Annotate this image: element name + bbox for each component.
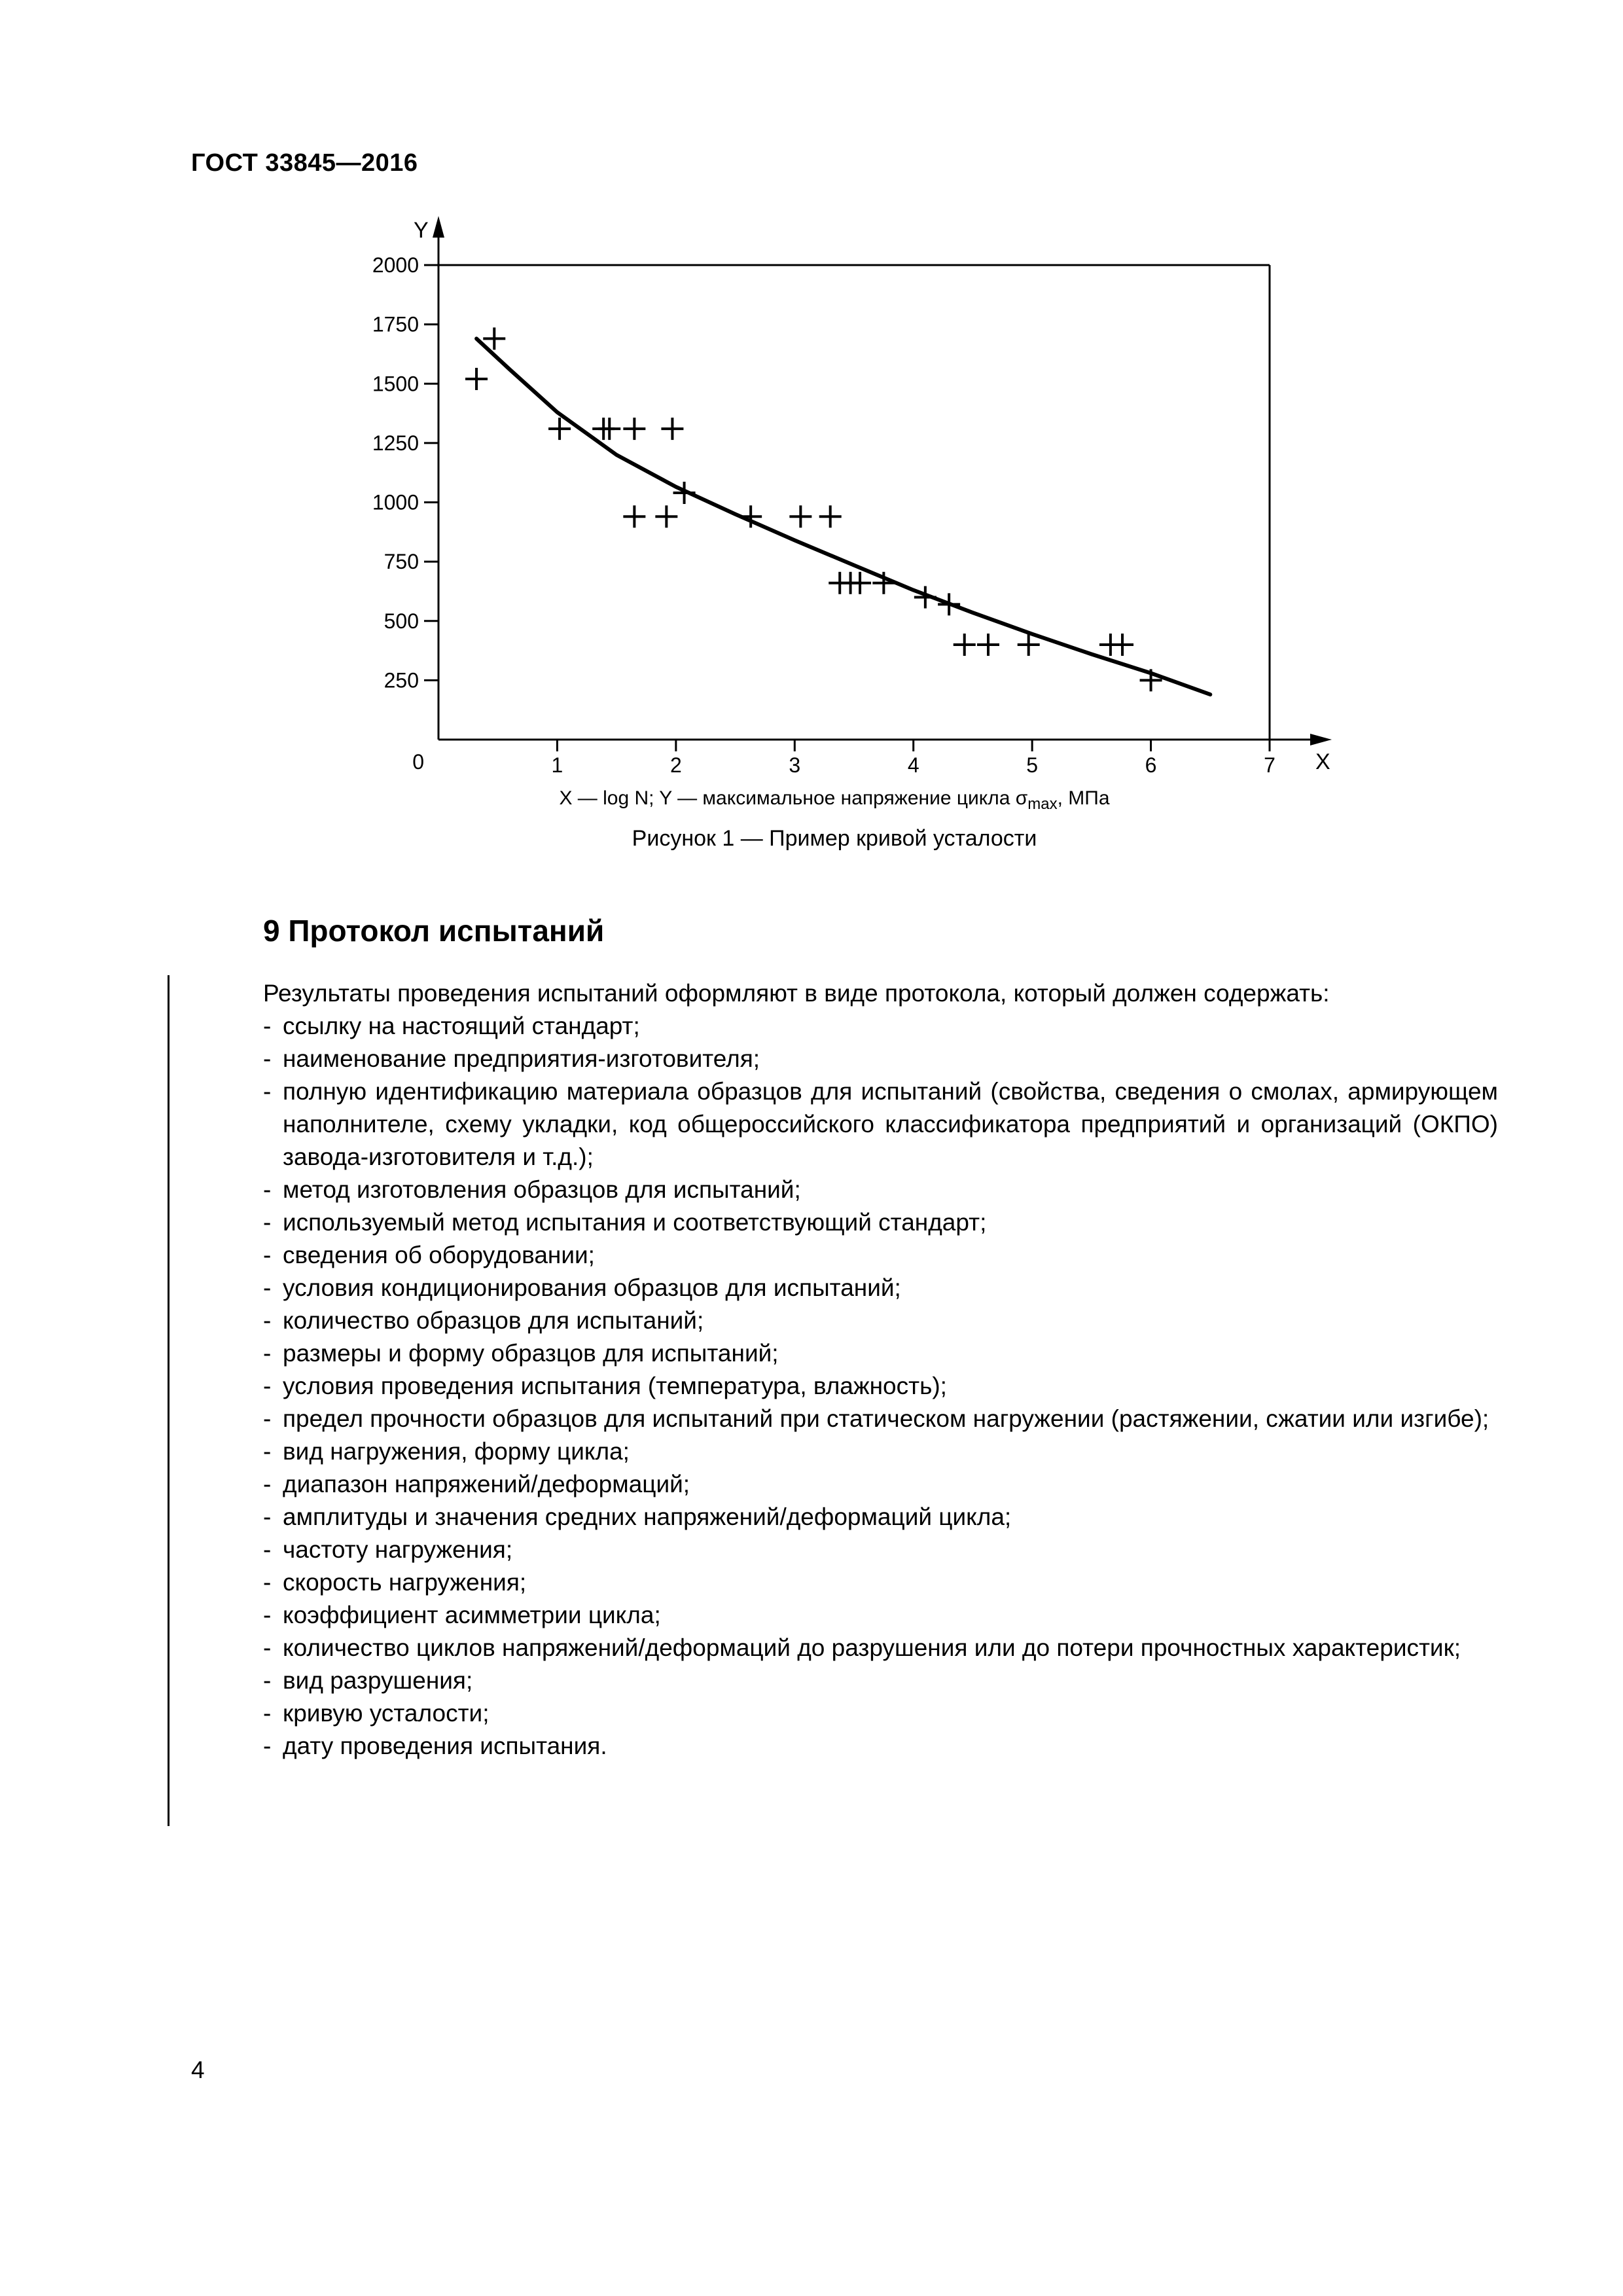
list-item xyxy=(263,1435,1498,1468)
list-item xyxy=(263,1403,1498,1435)
y-tick-label: 1750 xyxy=(372,312,419,336)
list-item xyxy=(263,1337,1498,1370)
list-dash: - xyxy=(263,1503,272,1530)
list-item xyxy=(263,1566,1498,1599)
legend-subscript: max xyxy=(1027,795,1058,813)
list-dash: - xyxy=(263,1602,272,1628)
list-item xyxy=(263,1730,1498,1763)
list-item xyxy=(263,1501,1498,1534)
list-dash: - xyxy=(263,1569,272,1596)
figure-legend xyxy=(0,787,1623,814)
data-point-marker xyxy=(819,505,842,528)
list-item xyxy=(263,1534,1498,1566)
data-point-marker xyxy=(1111,634,1133,656)
list-item-text: амплитуды и значения средних напряжений/деформаций цикла; xyxy=(283,1503,1012,1530)
list-dash: - xyxy=(263,1307,272,1334)
list-item xyxy=(263,1043,1498,1075)
standard-header: ГОСТ 33845—2016 xyxy=(191,149,418,177)
list-item-text: вид разрушения; xyxy=(283,1667,473,1694)
list-item-text: диапазон напряжений/деформаций; xyxy=(283,1471,690,1498)
list-item-text: размеры и форму образцов для испытаний; xyxy=(283,1340,779,1367)
section-title: 9 Протокол испытаний xyxy=(263,914,605,948)
list-dash: - xyxy=(263,1700,272,1727)
section-body xyxy=(263,977,1498,1763)
x-tick-label: 7 xyxy=(1264,753,1275,777)
list-dash: - xyxy=(263,1242,272,1268)
y-axis-arrow xyxy=(433,216,444,238)
data-point-marker xyxy=(661,418,683,440)
change-bar xyxy=(168,975,169,1826)
list-dash: - xyxy=(263,1536,272,1563)
list-item xyxy=(263,1664,1498,1697)
x-tick-label: 3 xyxy=(789,753,801,777)
list-dash: - xyxy=(263,1438,272,1465)
data-point-marker xyxy=(914,586,936,609)
y-tick-label: 750 xyxy=(383,550,419,574)
list-item xyxy=(263,1304,1498,1337)
list-item-text: коэффициент асимметрии цикла; xyxy=(283,1602,661,1628)
x-tick-label: 4 xyxy=(907,753,919,777)
list-item xyxy=(263,1010,1498,1043)
data-point-marker xyxy=(655,505,677,528)
section-intro: Результаты проведения испытаний оформляют в виде протокола, который должен содержать: xyxy=(263,980,1330,1007)
data-point-marker xyxy=(849,572,871,594)
list-dash: - xyxy=(263,1078,272,1105)
y-tick-label: 1250 xyxy=(372,431,419,455)
list-item xyxy=(263,1272,1498,1304)
data-point-marker xyxy=(465,368,488,390)
list-item xyxy=(263,1075,1498,1174)
list-item xyxy=(263,1174,1498,1206)
x-tick-label: 6 xyxy=(1145,753,1157,777)
list-item xyxy=(263,1468,1498,1501)
list-item-text: полную идентификацию материала образцов для испытаний (свойства, сведения о смолах, армирующем наполнителе, схему укладки, код общероссийского классификатора предприятий и организаций (ОКПО) завода-изготовителя и т.д.); xyxy=(283,1078,1498,1170)
x-tick-label: 5 xyxy=(1026,753,1039,777)
y-tick-label: 1000 xyxy=(372,490,419,514)
data-point-marker xyxy=(977,634,999,656)
data-point-marker xyxy=(623,505,645,528)
list-dash: - xyxy=(263,1471,272,1498)
list-dash: - xyxy=(263,1340,272,1367)
y-tick-label: 2000 xyxy=(372,253,419,277)
list-dash: - xyxy=(263,1732,272,1759)
data-point-marker xyxy=(938,593,960,615)
list-item-text: сведения об оборудовании; xyxy=(283,1242,595,1268)
legend-text: X — log N; Y — максимальное напряжение цикла σ xyxy=(559,787,1028,809)
data-point-marker xyxy=(954,634,976,656)
list-item-text: предел прочности образцов для испытаний при статическом нагружении (растяжении, сжатии или изгибе); xyxy=(283,1405,1489,1432)
list-item-text: метод изготовления образцов для испытаний; xyxy=(283,1176,801,1203)
list-item-text: скорость нагружения; xyxy=(283,1569,527,1596)
list-item-text: условия кондиционирования образцов для испытаний; xyxy=(283,1274,901,1301)
list-item-text: количество циклов напряжений/деформаций до разрушения или до потери прочностных характеристик; xyxy=(283,1634,1461,1661)
requirements-list xyxy=(263,1010,1498,1763)
list-dash: - xyxy=(263,1405,272,1432)
y-tick-label: 0 xyxy=(412,750,424,774)
data-point-marker xyxy=(789,505,812,528)
list-dash: - xyxy=(263,1372,272,1399)
list-dash: - xyxy=(263,1209,272,1236)
data-point-marker xyxy=(598,418,620,440)
data-point-marker xyxy=(623,418,645,440)
y-tick-label: 250 xyxy=(383,668,419,692)
list-item-text: кривую усталости; xyxy=(283,1700,490,1727)
list-dash: - xyxy=(263,1045,272,1072)
list-item-text: наименование предприятия-изготовителя; xyxy=(283,1045,760,1072)
list-dash: - xyxy=(263,1634,272,1661)
list-item xyxy=(263,1599,1498,1632)
fatigue-curve-line xyxy=(476,338,1210,694)
y-tick-label: 500 xyxy=(383,609,419,633)
list-item-text: используемый метод испытания и соответствующий стандарт; xyxy=(283,1209,987,1236)
page-number: 4 xyxy=(191,2056,205,2083)
figure-caption: Рисунок 1 — Пример кривой усталости xyxy=(632,826,1037,851)
x-tick-label: 2 xyxy=(669,753,682,777)
list-item-text: частоту нагружения; xyxy=(283,1536,513,1563)
list-item-text: ссылку на настоящий стандарт; xyxy=(283,1013,640,1039)
list-item xyxy=(263,1632,1498,1664)
list-item xyxy=(263,1239,1498,1272)
list-dash: - xyxy=(263,1274,272,1301)
list-item-text: дату проведения испытания. xyxy=(283,1732,607,1759)
list-item-text: количество образцов для испытаний; xyxy=(283,1307,704,1334)
list-dash: - xyxy=(263,1176,272,1203)
list-dash: - xyxy=(263,1013,272,1039)
list-item-text: вид нагружения, форму цикла; xyxy=(283,1438,630,1465)
x-tick-label: 1 xyxy=(551,753,563,777)
list-item xyxy=(263,1206,1498,1239)
list-item xyxy=(263,1697,1498,1730)
list-item-text: условия проведения испытания (температура, влажность); xyxy=(283,1372,947,1399)
y-axis-label: Y xyxy=(414,218,429,243)
list-item xyxy=(263,1370,1498,1403)
list-dash: - xyxy=(263,1667,272,1694)
y-tick-label: 1500 xyxy=(372,372,419,396)
x-axis-arrow xyxy=(1310,734,1332,745)
legend-units: , МПа xyxy=(1057,787,1110,809)
x-axis-label: X xyxy=(1315,749,1330,774)
